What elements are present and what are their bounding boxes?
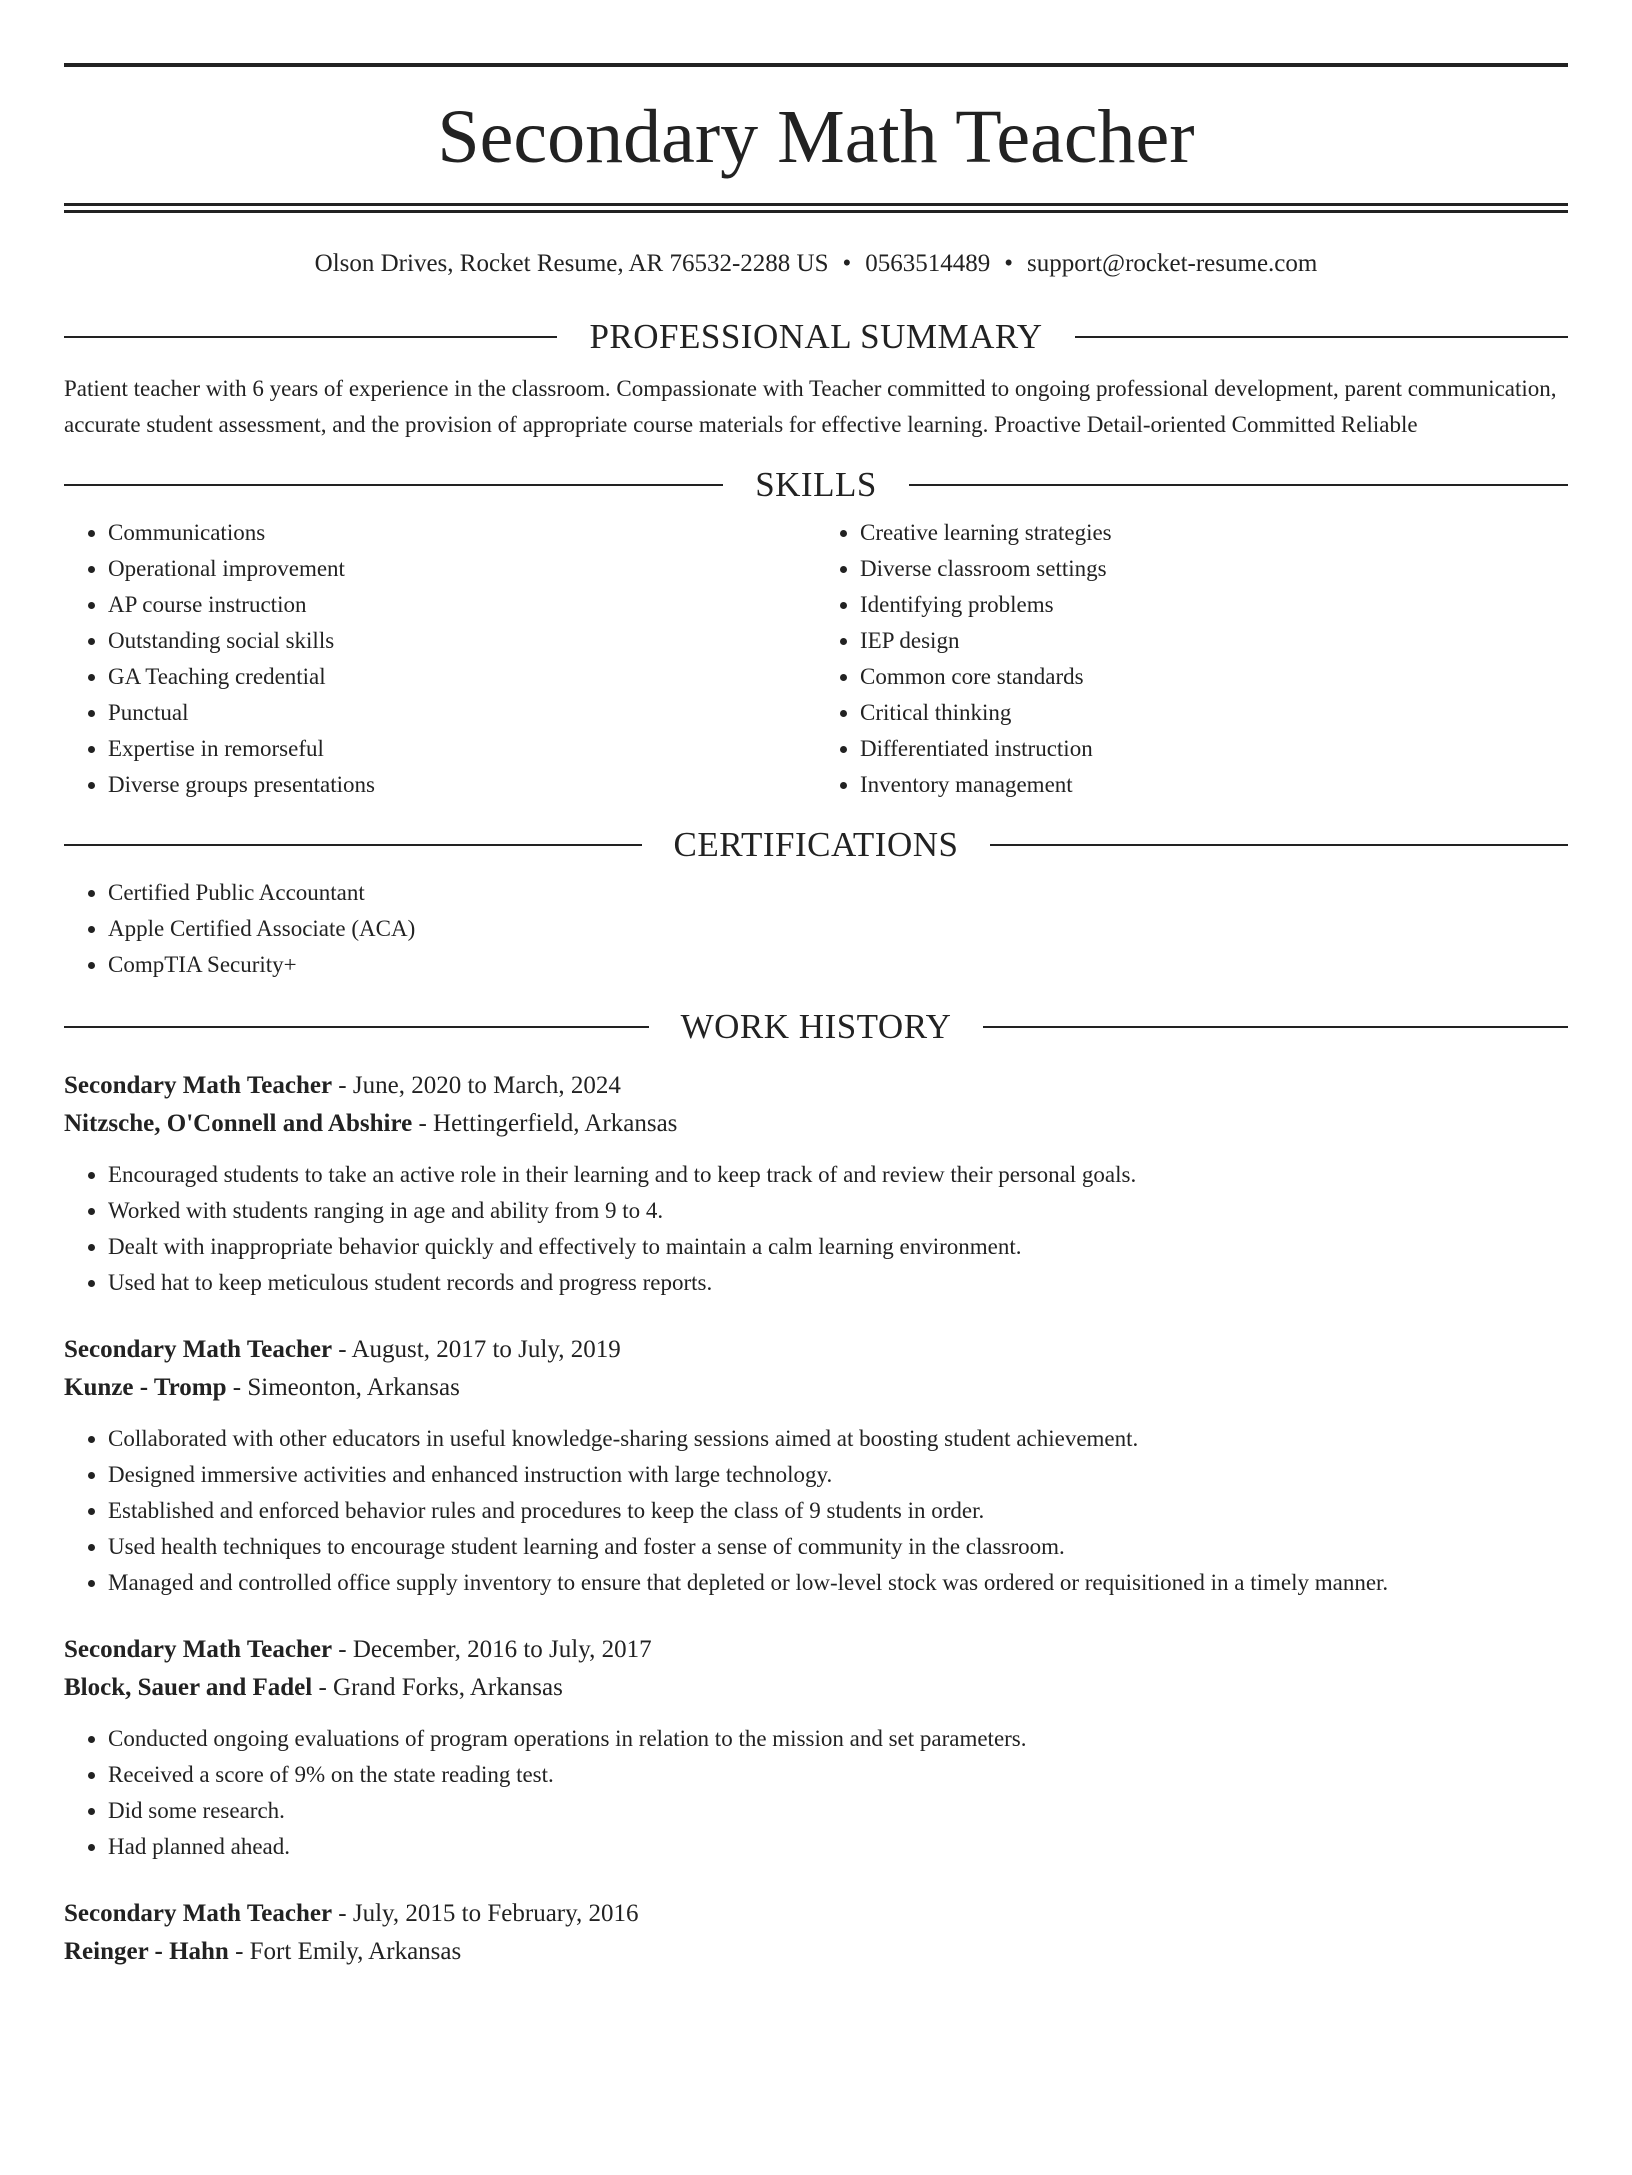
job-entry: [64, 1631, 1568, 1865]
job-title: Secondary Math Teacher: [64, 1336, 333, 1363]
skill-item: • Common core standards: [860, 659, 1568, 695]
job-title-line: [64, 1067, 1568, 1105]
skills-list-right: [816, 515, 1568, 803]
job-title: Secondary Math Teacher: [64, 1072, 333, 1099]
skill-item: • Differentiated instruction: [860, 731, 1568, 767]
contact-address: Olson Drives, Rocket Resume, AR 76532-2288 US: [314, 250, 829, 277]
heading-rule: [64, 336, 557, 338]
skill-item: • Diverse groups presentations: [108, 767, 816, 803]
certifications-list: [64, 875, 1568, 983]
heading-rule: [990, 844, 1568, 846]
job-company-line: [64, 1933, 1568, 1971]
job-entry: [64, 1895, 1568, 1971]
job-location: - Fort Emily, Arkansas: [228, 1938, 462, 1965]
job-dates: - August, 2017 to July, 2019: [332, 1336, 621, 1363]
job-bullet: • Worked with students ranging in age and ability from 9 to 4.: [108, 1193, 1568, 1229]
job-bullets: [64, 1421, 1568, 1601]
job-bullet: • Used hat to keep meticulous student records and progress reports.: [108, 1265, 1568, 1301]
certification-item: • Apple Certified Associate (ACA): [108, 911, 1568, 947]
resume-page: [0, 63, 1632, 2175]
skills-heading: [64, 465, 1568, 505]
skills-columns: [64, 515, 1568, 803]
heading-rule: [64, 484, 723, 486]
heading-rule: [1075, 336, 1568, 338]
job-dates: - July, 2015 to February, 2016: [332, 1900, 639, 1927]
skill-item: • Punctual: [108, 695, 816, 731]
job-company-line: [64, 1105, 1568, 1143]
skills-list-left: [64, 515, 816, 803]
job-company: Reinger - Hahn: [64, 1938, 229, 1965]
job-location: - Simeonton, Arkansas: [226, 1374, 460, 1401]
heading-rule: [983, 1026, 1568, 1028]
skill-item: • Outstanding social skills: [108, 623, 816, 659]
skill-item: • Diverse classroom settings: [860, 551, 1568, 587]
skill-item: • Operational improvement: [108, 551, 816, 587]
certifications-heading-title: CERTIFICATIONS: [673, 825, 959, 864]
job-dates: - June, 2020 to March, 2024: [332, 1072, 621, 1099]
contact-separator: •: [842, 250, 852, 277]
certification-item: • CompTIA Security+: [108, 947, 1568, 983]
skill-item: • Critical thinking: [860, 695, 1568, 731]
job-bullet: • Collaborated with other educators in useful knowledge-sharing sessions aimed at boosting student achievement.: [108, 1421, 1568, 1457]
job-bullet: • Dealt with inappropriate behavior quickly and effectively to maintain a calm learning environment.: [108, 1229, 1568, 1265]
work-history-heading: [64, 1007, 1568, 1047]
job-bullet: • Received a score of 9% on the state reading test.: [108, 1757, 1568, 1793]
skill-item: • GA Teaching credential: [108, 659, 816, 695]
skill-item: • Identifying problems: [860, 587, 1568, 623]
job-entry: [64, 1331, 1568, 1601]
job-bullet: • Had planned ahead.: [108, 1829, 1568, 1865]
job-dates: - December, 2016 to July, 2017: [332, 1636, 652, 1663]
job-bullets: [64, 1157, 1568, 1301]
job-location: - Grand Forks, Arkansas: [312, 1674, 563, 1701]
work-history-heading-title: WORK HISTORY: [680, 1007, 952, 1046]
certification-item: • Certified Public Accountant: [108, 875, 1568, 911]
skill-item: • Creative learning strategies: [860, 515, 1568, 551]
job-company-line: [64, 1369, 1568, 1407]
job-entry: [64, 1067, 1568, 1301]
skill-item: • Communications: [108, 515, 816, 551]
contact-separator: •: [1004, 250, 1014, 277]
summary-heading: [64, 317, 1568, 357]
job-title-line: [64, 1331, 1568, 1369]
summary-text: Patient teacher with 6 years of experience in the classroom. Compassionate with Teacher committed to ongoing professional development, parent communication, accurate student assessment, and the provision of appropriate course materials for effective learning. Proactive Detail-oriented Committed Reliable: [64, 376, 1557, 437]
contact-line: [64, 249, 1568, 279]
job-bullet: • Encouraged students to take an active role in their learning and to keep track of and review their personal goals.: [108, 1157, 1568, 1193]
job-location: - Hettingerfield, Arkansas: [412, 1110, 678, 1137]
job-bullet: • Designed immersive activities and enhanced instruction with large technology.: [108, 1457, 1568, 1493]
summary-heading-title: PROFESSIONAL SUMMARY: [589, 317, 1043, 356]
job-bullet: • Established and enforced behavior rules and procedures to keep the class of 9 students in order.: [108, 1493, 1568, 1529]
job-title-line: [64, 1895, 1568, 1933]
heading-rule: [64, 1026, 649, 1028]
job-bullet: • Used health techniques to encourage student learning and foster a sense of community in the classroom.: [108, 1529, 1568, 1565]
job-bullet: • Managed and controlled office supply inventory to ensure that depleted or low-level stock was ordered or requisitioned in a timely manner.: [108, 1565, 1568, 1601]
skill-item: • AP course instruction: [108, 587, 816, 623]
header-top-rule: [64, 63, 1568, 67]
heading-rule: [909, 484, 1568, 486]
heading-rule: [64, 844, 642, 846]
job-company: Nitzsche, O'Connell and Abshire: [64, 1110, 413, 1137]
job-bullets: [64, 1721, 1568, 1865]
job-company-line: [64, 1669, 1568, 1707]
contact-email: support@rocket-resume.com: [1027, 250, 1318, 277]
job-title-line: [64, 1631, 1568, 1669]
job-bullet: • Did some research.: [108, 1793, 1568, 1829]
job-title: Secondary Math Teacher: [64, 1900, 333, 1927]
skill-item: • Inventory management: [860, 767, 1568, 803]
resume-title: Secondary Math Teacher: [437, 95, 1195, 179]
skill-item: • Expertise in remorseful: [108, 731, 816, 767]
job-title: Secondary Math Teacher: [64, 1636, 333, 1663]
job-company: Block, Sauer and Fadel: [64, 1674, 313, 1701]
job-company: Kunze - Tromp: [64, 1374, 227, 1401]
header-double-rule: [64, 203, 1568, 213]
skills-heading-title: SKILLS: [755, 465, 877, 504]
job-bullet: • Conducted ongoing evaluations of program operations in relation to the mission and set parameters.: [108, 1721, 1568, 1757]
contact-phone: 0563514489: [865, 250, 991, 277]
certifications-heading: [64, 825, 1568, 865]
skill-item: • IEP design: [860, 623, 1568, 659]
